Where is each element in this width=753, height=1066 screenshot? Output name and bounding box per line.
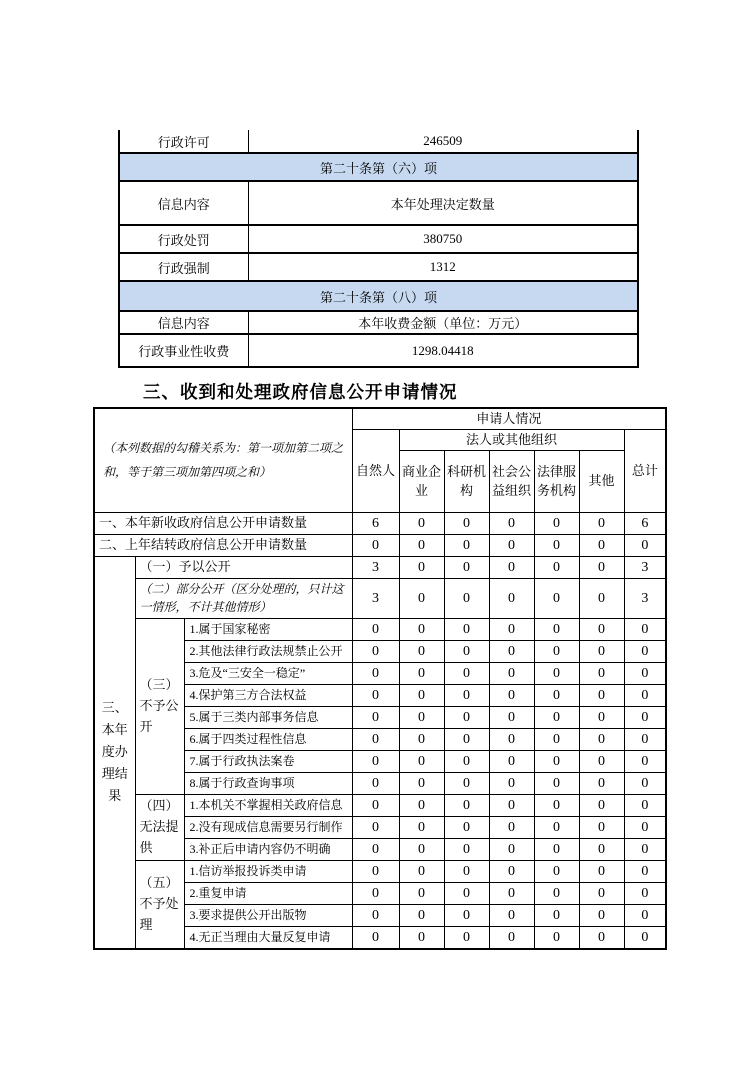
count-cell: 0 xyxy=(534,860,579,882)
count-cell: 0 xyxy=(489,794,534,816)
item-label: 8.属于行政查询事项 xyxy=(184,772,352,794)
count-cell: 0 xyxy=(534,640,579,662)
count-cell: 0 xyxy=(579,684,624,706)
count-cell: 0 xyxy=(624,684,666,706)
table-row xyxy=(94,860,666,882)
count-cell: 0 xyxy=(534,662,579,684)
count-cell: 0 xyxy=(579,618,624,640)
count-cell: 0 xyxy=(399,794,444,816)
count-cell: 0 xyxy=(352,618,399,640)
count-cell: 0 xyxy=(399,512,444,534)
table-row xyxy=(119,311,638,334)
count-cell: 0 xyxy=(399,750,444,772)
count-cell: 0 xyxy=(624,534,666,556)
table-row xyxy=(94,512,666,534)
org-type-header: 其他 xyxy=(579,450,624,512)
count-cell: 0 xyxy=(579,882,624,904)
count-cell: 0 xyxy=(444,640,489,662)
count-cell: 0 xyxy=(489,750,534,772)
count-cell: 0 xyxy=(579,772,624,794)
org-type-header: 科研机构 xyxy=(444,450,489,512)
count-cell: 0 xyxy=(444,618,489,640)
count-cell: 0 xyxy=(352,534,399,556)
reconciliation-note: （本列数据的勾稽关系为：第一项加第二项之和，等于第三项加第四项之和） xyxy=(94,408,352,512)
count-cell: 0 xyxy=(489,578,534,618)
count-cell: 0 xyxy=(444,816,489,838)
count-cell: 0 xyxy=(399,556,444,578)
count-cell: 0 xyxy=(352,816,399,838)
count-cell: 0 xyxy=(624,662,666,684)
item-label: 2.没有现成信息需要另行制作 xyxy=(184,816,352,838)
count-cell: 0 xyxy=(444,794,489,816)
count-cell: 3 xyxy=(352,578,399,618)
count-cell: 0 xyxy=(534,904,579,926)
count-cell: 0 xyxy=(489,926,534,949)
count-cell: 0 xyxy=(534,926,579,949)
count-cell: 0 xyxy=(489,662,534,684)
count-cell: 0 xyxy=(399,772,444,794)
subgroup-label: （四）无法提供 xyxy=(135,794,184,860)
count-cell: 0 xyxy=(399,640,444,662)
count-cell: 0 xyxy=(489,904,534,926)
count-cell: 0 xyxy=(444,750,489,772)
table-header-row xyxy=(94,408,666,429)
count-cell: 0 xyxy=(489,684,534,706)
count-cell: 0 xyxy=(624,794,666,816)
count-cell: 0 xyxy=(399,882,444,904)
row-label: （一）予以公开 xyxy=(135,556,352,578)
count-cell: 0 xyxy=(624,816,666,838)
count-cell: 0 xyxy=(624,640,666,662)
count-cell: 0 xyxy=(579,904,624,926)
count-cell: 0 xyxy=(489,640,534,662)
count-cell: 0 xyxy=(352,684,399,706)
count-cell: 0 xyxy=(444,578,489,618)
count-cell: 0 xyxy=(534,838,579,860)
item-label: 2.重复申请 xyxy=(184,882,352,904)
count-cell: 0 xyxy=(534,706,579,728)
count-cell: 0 xyxy=(624,706,666,728)
count-cell: 0 xyxy=(534,578,579,618)
row-label: 二、上年结转政府信息公开申请数量 xyxy=(94,534,352,556)
count-cell: 0 xyxy=(579,512,624,534)
count-cell: 0 xyxy=(534,882,579,904)
applications-table xyxy=(93,407,667,950)
org-type-header: 商业企业 xyxy=(399,450,444,512)
count-cell: 6 xyxy=(352,512,399,534)
item-label: 6.属于四类过程性信息 xyxy=(184,728,352,750)
count-cell: 0 xyxy=(399,728,444,750)
table-row xyxy=(119,281,638,311)
item-label: 3.危及“三安全一稳定” xyxy=(184,662,352,684)
count-cell: 0 xyxy=(624,772,666,794)
natural-person-header: 自然人 xyxy=(352,429,399,512)
row-label: 信息内容 xyxy=(119,181,248,225)
item-label: 3.补正后申请内容仍不明确 xyxy=(184,838,352,860)
count-cell: 0 xyxy=(624,926,666,949)
count-cell: 0 xyxy=(534,750,579,772)
count-cell: 0 xyxy=(534,556,579,578)
count-cell: 0 xyxy=(399,706,444,728)
count-cell: 0 xyxy=(489,728,534,750)
row-value: 380750 xyxy=(248,225,638,253)
count-cell: 0 xyxy=(444,860,489,882)
count-cell: 0 xyxy=(534,512,579,534)
count-cell: 0 xyxy=(624,728,666,750)
table-row xyxy=(94,618,666,640)
row-label: （二）部分公开（区分处理的，只计这一情形，不计其他情形） xyxy=(135,578,352,618)
count-cell: 0 xyxy=(444,684,489,706)
count-cell: 0 xyxy=(399,860,444,882)
table-row xyxy=(119,181,638,225)
count-cell: 0 xyxy=(352,904,399,926)
count-cell: 0 xyxy=(579,860,624,882)
count-cell: 0 xyxy=(534,618,579,640)
count-cell: 0 xyxy=(352,728,399,750)
row-label: 行政事业性收费 xyxy=(119,334,248,367)
table-row xyxy=(94,578,666,618)
count-cell: 0 xyxy=(352,640,399,662)
count-cell: 0 xyxy=(399,618,444,640)
count-cell: 0 xyxy=(352,706,399,728)
org-type-header: 法律服务机构 xyxy=(534,450,579,512)
count-cell: 0 xyxy=(489,556,534,578)
count-cell: 0 xyxy=(489,838,534,860)
count-cell: 0 xyxy=(489,816,534,838)
org-type-header: 社会公益组织 xyxy=(489,450,534,512)
total-header: 总计 xyxy=(624,429,666,512)
count-cell: 0 xyxy=(624,882,666,904)
count-cell: 3 xyxy=(352,556,399,578)
subgroup-label: （三）不予公开 xyxy=(135,618,184,794)
item-label: 4.保护第三方合法权益 xyxy=(184,684,352,706)
count-cell: 0 xyxy=(352,882,399,904)
item-label: 5.属于三类内部事务信息 xyxy=(184,706,352,728)
count-cell: 0 xyxy=(624,618,666,640)
section-header: 第二十条第（八）项 xyxy=(119,281,638,311)
count-cell: 0 xyxy=(489,534,534,556)
count-cell: 0 xyxy=(579,534,624,556)
count-cell: 0 xyxy=(399,578,444,618)
count-cell: 0 xyxy=(399,926,444,949)
applicant-group-header: 申请人情况 xyxy=(352,408,666,429)
count-cell: 0 xyxy=(352,772,399,794)
count-cell: 0 xyxy=(579,662,624,684)
item-label: 4.无正当理由大量反复申请 xyxy=(184,926,352,949)
count-cell: 0 xyxy=(399,662,444,684)
count-cell: 0 xyxy=(579,578,624,618)
table-row xyxy=(119,130,638,153)
count-cell: 0 xyxy=(579,816,624,838)
count-cell: 6 xyxy=(624,512,666,534)
count-cell: 0 xyxy=(399,534,444,556)
section-header: 第二十条第（六）项 xyxy=(119,153,638,181)
count-cell: 0 xyxy=(444,882,489,904)
count-cell: 0 xyxy=(534,684,579,706)
count-cell: 0 xyxy=(444,512,489,534)
row-value: 1312 xyxy=(248,253,638,281)
count-cell: 0 xyxy=(579,706,624,728)
count-cell: 0 xyxy=(579,838,624,860)
item-label: 7.属于行政执法案卷 xyxy=(184,750,352,772)
count-cell: 0 xyxy=(624,860,666,882)
row-label: 一、本年新收政府信息公开申请数量 xyxy=(94,512,352,534)
count-cell: 0 xyxy=(489,618,534,640)
section-heading: 三、收到和处理政府信息公开申请情况 xyxy=(143,382,458,402)
count-cell: 0 xyxy=(352,860,399,882)
count-cell: 0 xyxy=(624,904,666,926)
row-label: 行政许可 xyxy=(119,130,248,153)
subgroup-label: （五）不予处理 xyxy=(135,860,184,949)
count-cell: 0 xyxy=(352,794,399,816)
count-cell: 0 xyxy=(579,926,624,949)
count-cell: 0 xyxy=(579,794,624,816)
row-label: 行政处罚 xyxy=(119,225,248,253)
count-cell: 0 xyxy=(579,750,624,772)
count-cell: 0 xyxy=(624,838,666,860)
count-cell: 0 xyxy=(579,728,624,750)
table-row xyxy=(119,334,638,367)
row-value: 本年收费金额（单位：万元） xyxy=(248,311,638,334)
result-group-label: 三、本年度办理结果 xyxy=(94,556,135,949)
count-cell: 0 xyxy=(534,816,579,838)
item-label: 1.属于国家秘密 xyxy=(184,618,352,640)
row-label: 行政强制 xyxy=(119,253,248,281)
count-cell: 0 xyxy=(489,772,534,794)
count-cell: 0 xyxy=(444,772,489,794)
count-cell: 0 xyxy=(579,556,624,578)
count-cell: 0 xyxy=(579,640,624,662)
count-cell: 3 xyxy=(624,556,666,578)
table-row xyxy=(119,253,638,281)
count-cell: 3 xyxy=(624,578,666,618)
item-label: 1.信访举报投诉类申请 xyxy=(184,860,352,882)
table-row xyxy=(119,153,638,181)
count-cell: 0 xyxy=(534,794,579,816)
count-cell: 0 xyxy=(352,926,399,949)
row-value: 1298.04418 xyxy=(248,334,638,367)
count-cell: 0 xyxy=(444,838,489,860)
count-cell: 0 xyxy=(489,860,534,882)
item-label: 1.本机关不掌握相关政府信息 xyxy=(184,794,352,816)
count-cell: 0 xyxy=(624,750,666,772)
count-cell: 0 xyxy=(444,662,489,684)
row-value: 本年处理决定数量 xyxy=(248,181,638,225)
count-cell: 0 xyxy=(352,750,399,772)
count-cell: 0 xyxy=(399,904,444,926)
count-cell: 0 xyxy=(399,816,444,838)
count-cell: 0 xyxy=(444,556,489,578)
row-value: 246509 xyxy=(248,130,638,153)
count-cell: 0 xyxy=(489,512,534,534)
count-cell: 0 xyxy=(399,684,444,706)
count-cell: 0 xyxy=(399,838,444,860)
count-cell: 0 xyxy=(444,728,489,750)
count-cell: 0 xyxy=(534,772,579,794)
row-label: 信息内容 xyxy=(119,311,248,334)
article20-table xyxy=(118,130,639,368)
count-cell: 0 xyxy=(534,534,579,556)
table-row xyxy=(119,225,638,253)
count-cell: 0 xyxy=(444,904,489,926)
org-group-header: 法人或其他组织 xyxy=(399,429,624,450)
table-row xyxy=(94,794,666,816)
table-row xyxy=(94,556,666,578)
item-label: 2.其他法律行政法规禁止公开 xyxy=(184,640,352,662)
count-cell: 0 xyxy=(489,706,534,728)
count-cell: 0 xyxy=(444,926,489,949)
count-cell: 0 xyxy=(534,728,579,750)
count-cell: 0 xyxy=(489,882,534,904)
count-cell: 0 xyxy=(352,662,399,684)
item-label: 3.要求提供公开出版物 xyxy=(184,904,352,926)
count-cell: 0 xyxy=(444,534,489,556)
count-cell: 0 xyxy=(352,838,399,860)
count-cell: 0 xyxy=(444,706,489,728)
table-row xyxy=(94,534,666,556)
